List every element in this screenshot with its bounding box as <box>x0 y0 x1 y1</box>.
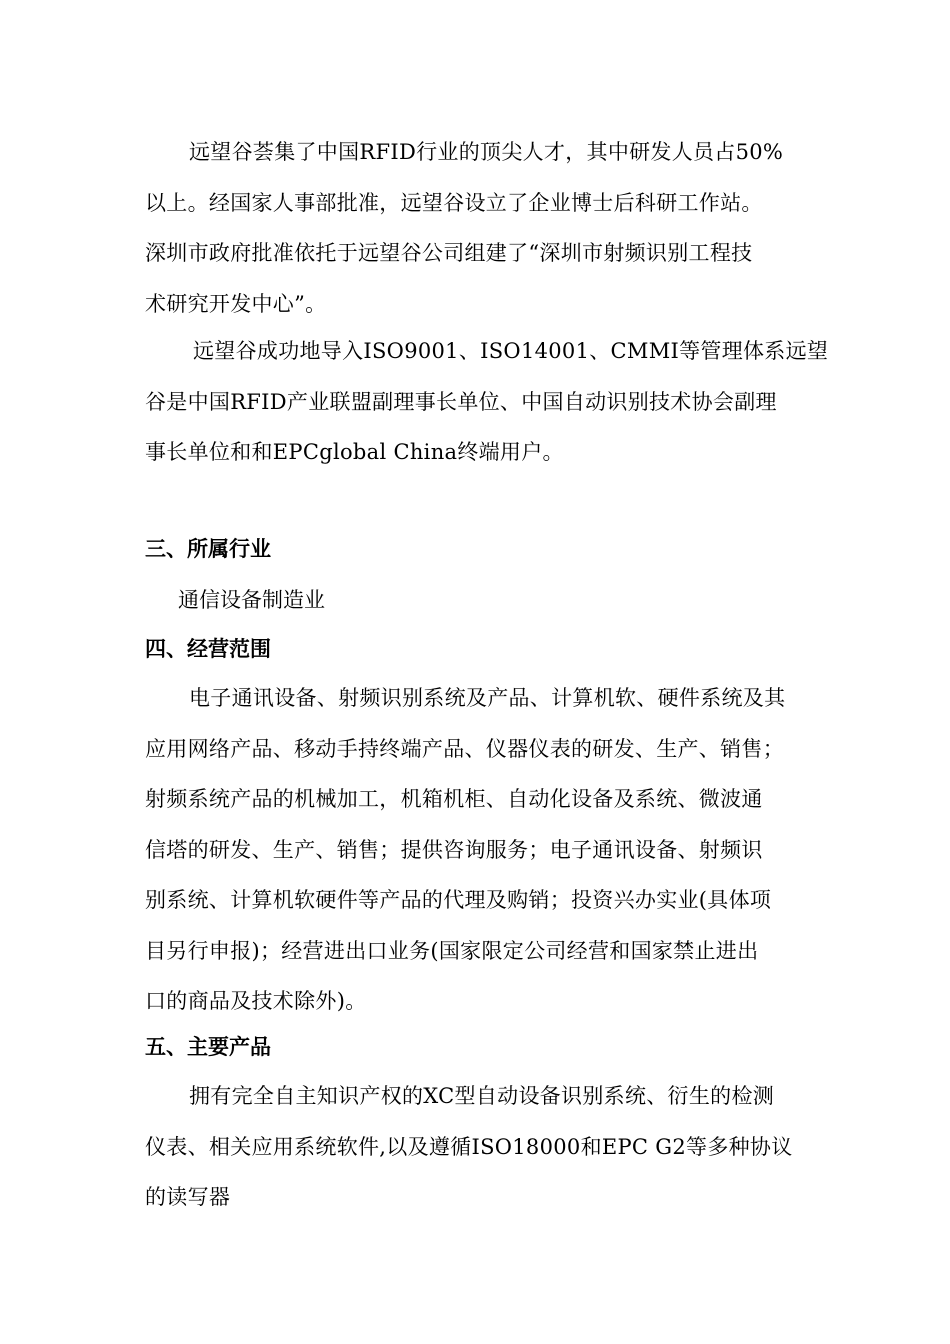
main-products-paragraph <box>145 1071 815 1223</box>
text-line: 深圳市政府批准依托于远望谷公司组建了“深圳市射频识别工程技 <box>145 241 753 265</box>
intro-paragraph-certification <box>145 326 829 478</box>
text-line: 远望谷成功地导入ISO9001、ISO14001、CMMI等管理体系远望 <box>193 339 829 363</box>
text-line: 远望谷荟集了中国RFID行业的顶尖人才，其中研发人员占50% <box>189 140 784 164</box>
text-line: 别系统、计算机软硬件等产品的代理及购销；投资兴办实业(具体项 <box>145 888 772 912</box>
section-heading-business-scope: 四、经营范围 <box>145 637 271 661</box>
section-heading-main-products: 五、主要产品 <box>145 1035 271 1059</box>
section-heading-industry: 三、所属行业 <box>145 537 271 561</box>
text-line: 仪表、相关应用系统软件,以及遵循ISO18000和EPC G2等多种协议 <box>145 1134 793 1159</box>
text-line: 电子通讯设备、射频识别系统及产品、计算机软、硬件系统及其 <box>189 686 786 710</box>
text-line: 信塔的研发、生产、销售；提供咨询服务；电子通讯设备、射频识 <box>145 837 763 862</box>
business-scope-paragraph <box>145 673 815 1027</box>
intro-paragraph-talent <box>145 127 815 329</box>
text-line: 应用网络产品、移动手持终端产品、仪器仪表的研发、生产、销售； <box>145 736 784 761</box>
text-line: 拥有完全自主知识产权的XC型自动设备识别系统、衍生的检测 <box>189 1084 775 1108</box>
text-line: 以上。经国家人事部批准，远望谷设立了企业博士后科研工作站。 <box>145 190 763 215</box>
text-line: 的读写器 <box>145 1185 231 1209</box>
text-line: 目另行申报)；经营进出口业务(国家限定公司经营和国家禁止进出 <box>145 938 759 963</box>
text-line: 术研究开发中心”。 <box>145 291 327 316</box>
industry-text: 通信设备制造业 <box>178 588 325 612</box>
text-line: 射频系统产品的机械加工，机箱机柜、自动化设备及系统、微波通 <box>145 787 763 811</box>
text-line: 事长单位和和EPCglobal China终端用户。 <box>145 440 564 464</box>
text-line: 谷是中国RFID产业联盟副理事长单位、中国自动识别技术协会副理 <box>145 389 777 414</box>
text-line: 口的商品及技术除外)。 <box>145 989 367 1013</box>
